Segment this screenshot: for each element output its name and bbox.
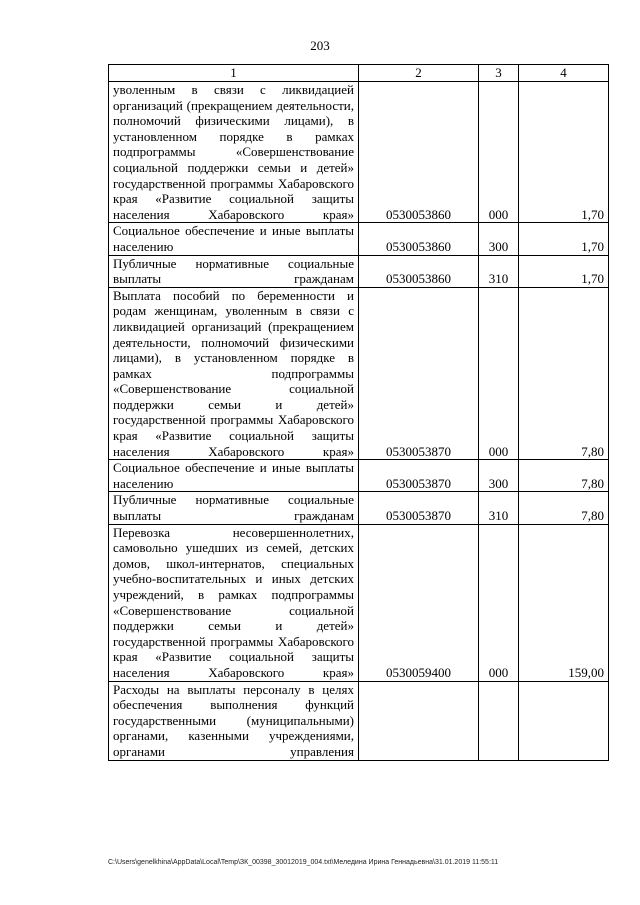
- file-path-footer: C:\Users\genelkhina\AppData\Local\Temp\ЗК_00398_30012019_004.txt\Меледина Ирина Геннадьевна\31.01.2019 11:55:11: [108, 859, 499, 866]
- table-row: [109, 492, 609, 524]
- row-amount: 7,80: [519, 287, 609, 460]
- row-description: Публичные нормативные социальные выплаты гражданам: [109, 492, 359, 524]
- row-expense-type: 300: [479, 460, 519, 492]
- row-description: Социальное обеспечение и иные выплаты населению: [109, 223, 359, 255]
- row-amount: 7,80: [519, 492, 609, 524]
- row-target-code: 0530053870: [359, 460, 479, 492]
- row-target-code: [359, 681, 479, 760]
- table-row: [109, 287, 609, 460]
- row-target-code: 0530059400: [359, 524, 479, 681]
- row-amount: 7,80: [519, 460, 609, 492]
- table-row: [109, 255, 609, 287]
- row-description: Публичные нормативные социальные выплаты гражданам: [109, 255, 359, 287]
- row-description: Перевозка несовершеннолетних, самовольно ушедших из семей, детских домов, школ-интернатов, специальных учебно-воспитательных и иных детских учреждений, в рамках подпрограммы «Совершенствование социальной поддержки семьи и детей» государственной программы Хабаровского края «Развитие социальной защиты населения Хабаровского края»: [109, 524, 359, 681]
- row-amount: [519, 681, 609, 760]
- row-description: увoленным в связи с ликвидацией организаций (прекращением деятельности, полномочий физическими лицами), в установленном порядке в рамках подпрограммы «Совершенствование социальной поддержки семьи и детей» государственной программы Хабаровского края «Развитие социальной защиты населения Хабаровского края»: [109, 82, 359, 223]
- row-target-code: 0530053860: [359, 223, 479, 255]
- table-header-row: [109, 65, 609, 82]
- row-expense-type: [479, 681, 519, 760]
- row-expense-type: 310: [479, 492, 519, 524]
- column-header-2: 2: [359, 65, 479, 82]
- row-expense-type: 000: [479, 82, 519, 223]
- row-target-code: 0530053860: [359, 82, 479, 223]
- table-row: [109, 223, 609, 255]
- row-expense-type: 310: [479, 255, 519, 287]
- table-row: [109, 460, 609, 492]
- table-row: [109, 681, 609, 760]
- column-header-4: 4: [519, 65, 609, 82]
- column-header-1: 1: [109, 65, 359, 82]
- table-row: [109, 524, 609, 681]
- budget-table: [108, 64, 609, 761]
- table-row: [109, 82, 609, 223]
- column-header-3: 3: [479, 65, 519, 82]
- row-target-code: 0530053860: [359, 255, 479, 287]
- row-expense-type: 000: [479, 524, 519, 681]
- row-description: Выплата пособий по беременности и родам женщинам, уволенным в связи с ликвидацией организаций (прекращением деятельности, полномочий физическими лицами), в установленном порядке в рамках подпрограммы «Совершенствование социальной поддержки семьи и детей» государственной программы Хабаровского края «Развитие социальной защиты населения Хабаровского края»: [109, 287, 359, 460]
- row-target-code: 0530053870: [359, 492, 479, 524]
- row-expense-type: 000: [479, 287, 519, 460]
- row-amount: 1,70: [519, 255, 609, 287]
- row-amount: 1,70: [519, 82, 609, 223]
- row-amount: 159,00: [519, 524, 609, 681]
- row-target-code: 0530053870: [359, 287, 479, 460]
- row-expense-type: 300: [479, 223, 519, 255]
- row-description: Социальное обеспечение и иные выплаты населению: [109, 460, 359, 492]
- page-number: 203: [310, 38, 330, 53]
- row-amount: 1,70: [519, 223, 609, 255]
- row-description: Расходы на выплаты персоналу в целях обеспечения выполнения функций государственными (муниципальными) органами, казенными учреждениями, органами управления: [109, 681, 359, 760]
